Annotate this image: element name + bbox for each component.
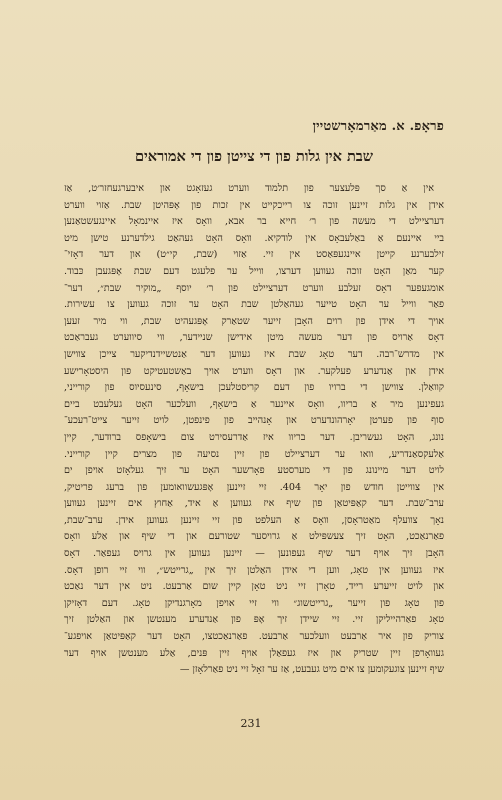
author-heading: פראָפ. א. מאַרמאָרשטיין	[312, 119, 444, 134]
text-line: אַלעקסאַנדריע, וואו ער דערציילט פון זיין נסיעה פון מצרים קיין קורייני.	[64, 448, 444, 460]
text-line: לויט דער מיינונג פון די מערסטע פאָרשער האָט ער זיך געלאָזט אויפן ים	[64, 465, 444, 477]
page-number: 231	[240, 717, 262, 730]
text-line: זילבערנע קייטן איינגעפּאַסט אין זיי. אַזוי (שבת, קי״ט) און דער דאָזי־	[64, 249, 444, 261]
text-line: ביי איינעם אַ באַלעבאָס אין לודקיא. וואָס האָט געהאַט גילדערנע טישן מיט	[64, 232, 444, 244]
text-line: ערב־שבת. דער קאַפּיטאַן פון שיף איז געווען אַ איד, אַחוץ אים זיינען געווען	[64, 498, 444, 510]
text-line: אידן און אַנדערע פעלקער. און דאָס ווערט אויך באַשטעטיקט פון היסטאָרישע	[64, 365, 444, 377]
text-line: שיף זיינען צוגעקומען צו אים מיט געבעט, אַז ער זאָל זיי ניט פאַרלאָזן —	[179, 664, 444, 676]
text-line: איז געווען אין טאָג, ווען די אידן האַלטן זיך אין „גרייטש״, ווי זיי רופן דאָס.	[64, 564, 444, 576]
text-line: טאָג פאַרהייליקן זיי. זיי שיידן זיך אָפּ פון אַנדערע מענטשן און האַלטן זיך	[64, 614, 444, 626]
text-line: סוף פון פערטן יאָרהונדערט און אָנהייב פון פינפטן, לויט זייער צייט־רעכע־	[64, 415, 444, 427]
text-line: אין מדרש־רבה. דער טאָג שבת איז געווען דער אַנטשיידנדיקער צייכן צווישן	[64, 348, 444, 360]
body-text	[64, 181, 444, 679]
text-line: אידן אין גלות זיינען זוכה צו רייכקייט אין זכות פון אָפּהיטן שבת. אַזוי ווערט	[64, 199, 444, 211]
text-line: נונג, האָט געשריבן. דער בריוו איז אַדרעסירט צום בישאָפס ברודער, קיין	[64, 431, 444, 443]
text-line: אין אַ סך פּלעצער פון תלמוד ווערט געזאָגט און איבערגעחזר׳ט, אַז	[64, 183, 434, 194]
text-line: אומגעפער דאָס זעלבע ווערט דערציילט פון ר׳ יוסף „מוקיר שבת״, דער־	[64, 282, 444, 294]
text-line: געפינען מיר אַ בריוו, וואָס איינער אַ בישאָף, וועלכער האָט געלעבט ביים	[64, 398, 444, 410]
text-line: קער מאַן האָט זוכה געווען דערצו, ווייל ער פלעגט דעם שבת אָפּגעבן כּבוד.	[64, 265, 444, 277]
text-line: צוריק פון איר אַרבעט וועלכער אַרבעט. פאַרנאַכטצו, האָט דער קאַפּיטאַן אויפגע־	[64, 631, 444, 643]
text-line: פאַר ווייל ער האָט טייער געהאַלטן שבת האָט ער זוכה געווען צו עשירות.	[64, 299, 444, 311]
text-line: נאָך צוועלף מאַטראָסן, וואָס אַ העלפט פון זיי זיינען געווען אידן. ערב־שבת,	[64, 514, 444, 526]
text-line: פאַרנאַכט, האָט זיך צעשפּילט אַ גרויסער שטורעם און די שיף און אַלע וואָס	[64, 531, 444, 543]
text-line: פון טאָג פון זייער „גרייטשוג״ ווי זיי אויפן מאָרגנדיקן טאָג. דעם דאָזיקן	[64, 597, 444, 609]
text-line: דאָס אַרויס פון דער מעשה מיטן אידישן שניידער, ווי סיווערט געבראַכט	[64, 332, 444, 344]
text-line: קוואַלן. צווישן די ברויו פון דעם קריסטלעכן בישאָף, סינעסיוס פון קורייני,	[64, 382, 444, 394]
chapter-title: שבת אין גלות פון די צייטן פון די אמוראים	[134, 148, 374, 165]
text-line: אויך די אידן פון רוים האָבן זייער שטאַרק אָפּגעהיט שבת, ווי מיר זעען	[64, 315, 444, 327]
text-line: האָבן זיך אויף דער שיף געפונען — זיינען געווען אין גרויס געפאַר. דאָס	[64, 548, 444, 560]
text-line: און לויט זייערע רייד, טאָרן זיי ניט טאָן קיין שום אַרבעט. ניט אין דער נאַכט	[64, 581, 444, 593]
text-line: אין צווייטן חודש פון יאָר 404. זיי זיינען אָפּגעשוואומען פון ברעג פריטיק,	[64, 481, 444, 493]
text-line: דערציילט די מעשה פון ר׳ חייא בר אבא, וואָס איז איינמאָל איינגעשטאַנען	[64, 216, 444, 228]
text-line: געוואָרפן זיין שטריק און איז געפאַלן אויף זיין פּנים, אַלע מענטשן אויף דער	[64, 647, 444, 659]
